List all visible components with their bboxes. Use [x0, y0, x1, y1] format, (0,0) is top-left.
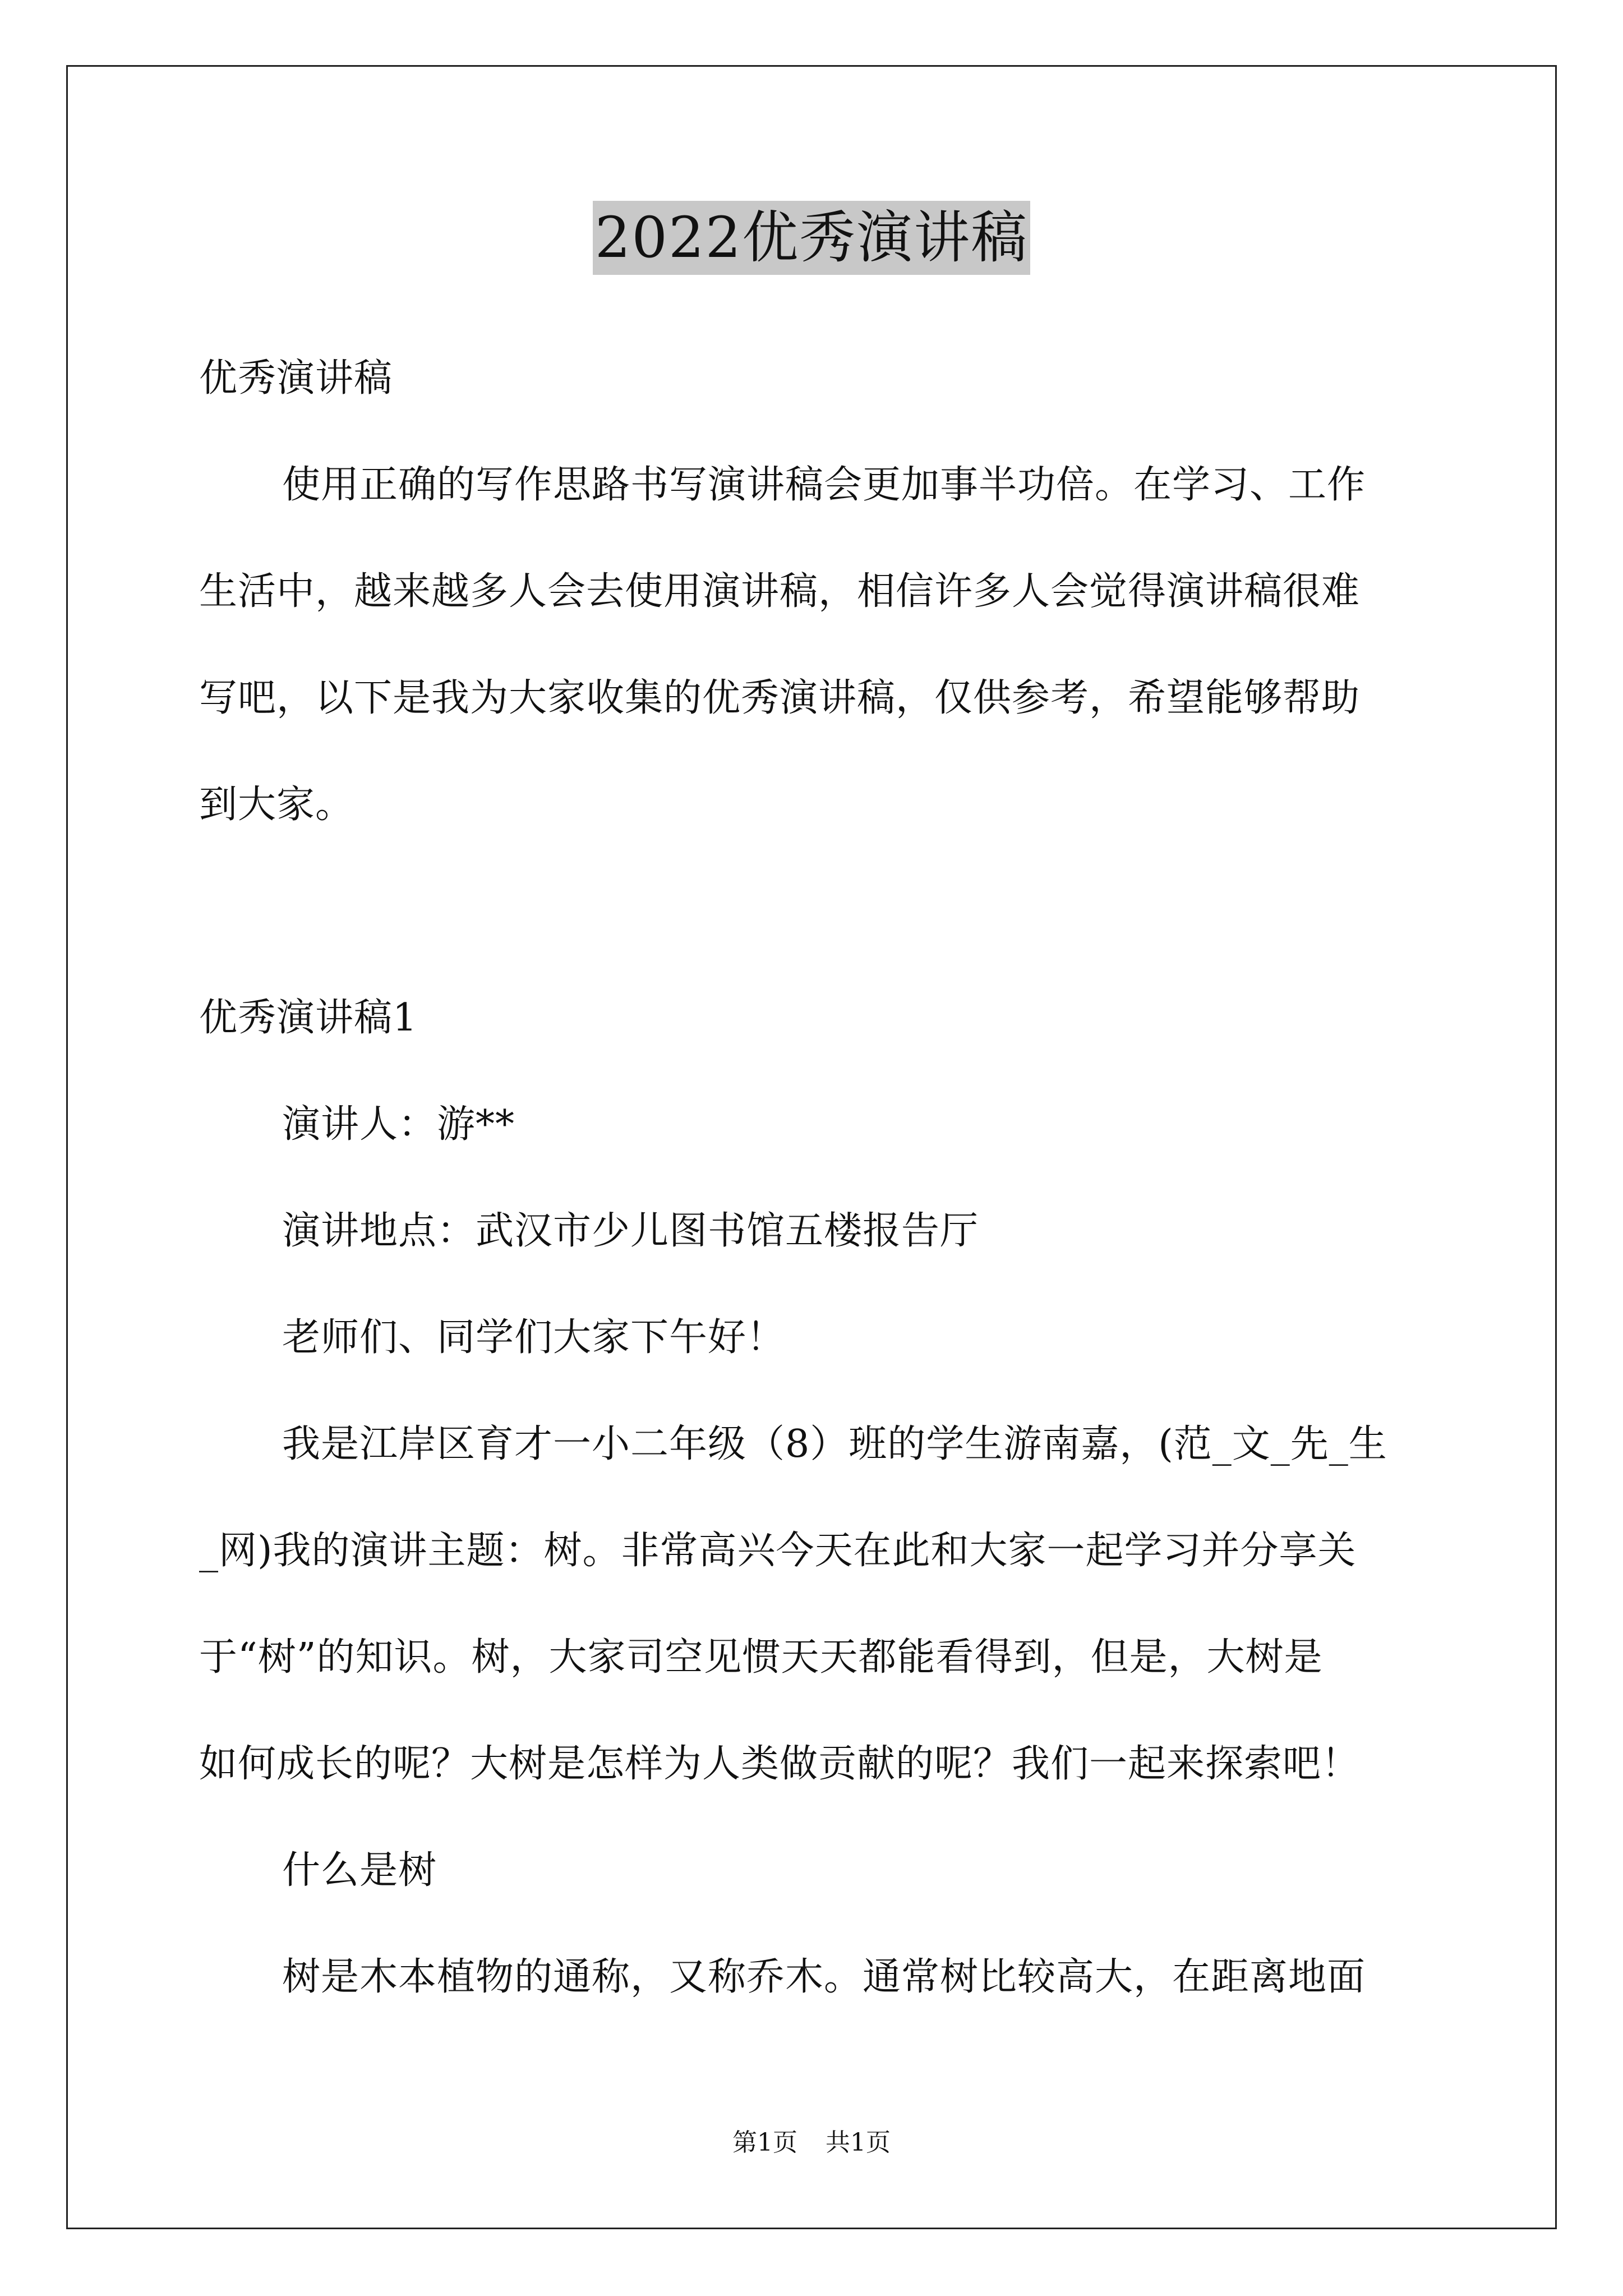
paragraph-line: 我是江岸区育才一小二年级（8）班的学生游南嘉，(范_文_先_生 [282, 1422, 1387, 1466]
section-heading: 优秀演讲稿 [199, 356, 393, 401]
paragraph-line: 写吧，以下是我为大家收集的优秀演讲稿，仅供参考，希望能够帮助 [199, 676, 1361, 720]
paragraph-line: 什么是树 [282, 1848, 437, 1893]
paragraph-line: _网)我的演讲主题：树。非常高兴今天在此和大家一起学习并分享关 [199, 1529, 1357, 1573]
page-total: 共1页 [826, 2128, 891, 2157]
paragraph-line: 生活中，越来越多人会去使用演讲稿，相信许多人会觉得演讲稿很难 [199, 569, 1361, 614]
paragraph-line: 使用正确的写作思路书写演讲稿会更加事半功倍。在学习、工作 [282, 463, 1366, 507]
page-number: 第1页 [732, 2128, 797, 2157]
paragraph-line: 于“树”的知识。树，大家司空见惯天天都能看得到，但是，大树是 [199, 1635, 1323, 1680]
title-container [0, 201, 1623, 275]
document-title: 2022优秀演讲稿 [593, 201, 1031, 275]
paragraph-line: 演讲人：游** [282, 1102, 515, 1147]
paragraph-line: 演讲地点：武汉市少儿图书馆五楼报告厅 [282, 1209, 979, 1253]
paragraph-line: 老师们、同学们大家下午好！ [282, 1315, 786, 1360]
paragraph-line: 如何成长的呢？大树是怎样为人类做贡献的呢？我们一起来探索吧！ [199, 1742, 1361, 1786]
page-footer [0, 2126, 1623, 2160]
paragraph-line: 树是木本植物的通称，又称乔木。通常树比较高大，在距离地面 [282, 1955, 1366, 1999]
paragraph-line: 到大家。 [199, 783, 354, 827]
section-heading: 优秀演讲稿1 [199, 996, 418, 1040]
